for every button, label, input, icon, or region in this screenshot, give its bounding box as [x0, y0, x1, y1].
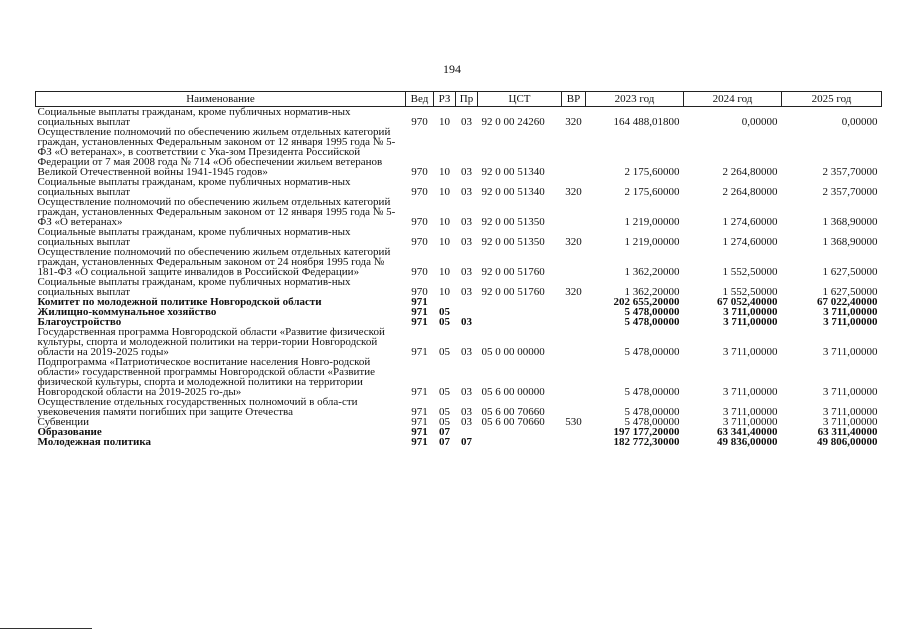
- row-2024-cell: 63 341,40000: [717, 426, 778, 438]
- row-2024-cell: 2 264,80000: [722, 166, 778, 178]
- row-cst-cell: 05 6 00 70660: [481, 406, 545, 418]
- row-cst-cell: [478, 297, 562, 307]
- row-2024-cell: 3 711,00000: [722, 416, 778, 428]
- table-row: [36, 107, 882, 128]
- row-pr-cell: 03: [461, 416, 472, 428]
- row-name-cell: Комитет по молодежной политике Новгородской области: [37, 296, 322, 308]
- row-2025-cell: 2 357,70000: [822, 186, 878, 198]
- table-row: [36, 177, 882, 197]
- row-pr-cell: 03: [461, 116, 472, 128]
- col-header-pr: Пр: [456, 92, 478, 107]
- row-2023-cell: 164 488,01800: [613, 116, 680, 128]
- row-2025-cell: 3 711,00000: [822, 346, 878, 358]
- col-header-ved: Вед: [406, 92, 434, 107]
- footnote-divider: [0, 628, 92, 629]
- table-row: [36, 397, 882, 417]
- page-number: 194: [443, 62, 461, 76]
- row-2023-cell: 2 175,60000: [624, 186, 680, 198]
- table-row: [36, 277, 882, 297]
- table-row: [36, 247, 882, 277]
- row-pr-cell: [456, 297, 478, 307]
- row-2023-cell: 5 478,00000: [624, 386, 680, 398]
- row-pr-cell: 03: [461, 346, 472, 358]
- row-ved-cell: 971: [411, 346, 428, 358]
- row-cst-cell: 92 0 00 51760: [481, 286, 545, 298]
- row-2023-cell: 5 478,00000: [624, 306, 680, 318]
- row-name-cell: Осуществление полномочий по обеспечению жильем отдельных категорий граждан, установленных Федеральным законом от 12 января 1995 года № 5-ФЗ «О ветеранах»: [37, 196, 396, 228]
- row-2025-cell: 1 368,90000: [822, 216, 878, 228]
- row-vr-cell: 320: [565, 236, 582, 248]
- row-ved-cell: 971: [411, 406, 428, 418]
- row-ved-cell: 971: [411, 436, 428, 448]
- row-2023-cell: 1 219,00000: [624, 236, 680, 248]
- row-2024-cell: 1 552,50000: [722, 286, 778, 298]
- row-name-cell: Социальные выплаты гражданам, кроме публичных норматив-ных социальных выплат: [37, 176, 351, 198]
- row-name-cell: Социальные выплаты гражданам, кроме публичных норматив-ных социальных выплат: [37, 226, 351, 248]
- row-ved-cell: 970: [411, 116, 428, 128]
- row-cst-cell: 05 6 00 70660: [481, 416, 545, 428]
- row-rz-cell: 10: [439, 286, 450, 298]
- row-2025-cell: 49 806,00000: [817, 436, 878, 448]
- row-cst-cell: [478, 307, 562, 317]
- table-row: [36, 197, 882, 227]
- col-header-2023: 2023 год: [586, 92, 684, 107]
- row-vr-cell: [562, 357, 586, 397]
- row-rz-cell: 05: [439, 346, 450, 358]
- row-name-cell: Образование: [37, 426, 102, 438]
- row-2023-cell: 1 362,20000: [624, 266, 680, 278]
- row-ved-cell: 970: [411, 186, 428, 198]
- table-row: [36, 437, 882, 447]
- row-rz-cell: 10: [439, 266, 450, 278]
- row-name-cell: Благоустройство: [37, 316, 122, 328]
- row-ved-cell: 971: [411, 316, 428, 328]
- row-rz-cell: 10: [439, 236, 450, 248]
- col-header-rz: РЗ: [434, 92, 456, 107]
- row-cst-cell: 92 0 00 24260: [481, 116, 545, 128]
- row-vr-cell: [562, 427, 586, 437]
- row-vr-cell: 320: [565, 286, 582, 298]
- row-name-cell: Государственная программа Новгородской области «Развитие физической культуры, спорта и молодежной политики на терри-тории Новгородской области на 2019-2025 годы»: [37, 326, 385, 358]
- row-2025-cell: 0,00000: [841, 116, 878, 128]
- row-cst-cell: 92 0 00 51340: [481, 166, 545, 178]
- row-2024-cell: 0,00000: [741, 116, 778, 128]
- row-2024-cell: 49 836,00000: [717, 436, 778, 448]
- row-2023-cell: 202 655,20000: [613, 296, 680, 308]
- col-header-name: Наименование: [36, 92, 406, 107]
- row-2024-cell: 3 711,00000: [722, 386, 778, 398]
- row-name-cell: Социальные выплаты гражданам, кроме публичных норматив-ных социальных выплат: [37, 276, 351, 298]
- row-2024-cell: 1 274,60000: [722, 216, 778, 228]
- row-rz-cell: 10: [439, 186, 450, 198]
- row-ved-cell: 970: [411, 166, 428, 178]
- row-2024-cell: 1 274,60000: [722, 236, 778, 248]
- row-ved-cell: 971: [411, 296, 428, 308]
- row-ved-cell: 971: [411, 416, 428, 428]
- budget-table: [35, 91, 882, 447]
- row-2025-cell: 63 311,40000: [817, 426, 878, 438]
- row-ved-cell: 970: [411, 236, 428, 248]
- row-vr-cell: [562, 437, 586, 447]
- row-cst-cell: [478, 317, 562, 327]
- row-cst-cell: [478, 437, 562, 447]
- row-2024-cell: 2 264,80000: [722, 186, 778, 198]
- table-row: [36, 327, 882, 357]
- row-ved-cell: 970: [411, 216, 428, 228]
- row-vr-cell: [562, 307, 586, 317]
- row-2024-cell: 1 552,50000: [722, 266, 778, 278]
- row-rz-cell: 10: [439, 216, 450, 228]
- row-2023-cell: 1 219,00000: [624, 216, 680, 228]
- row-name-cell: Осуществление полномочий по обеспечению жильем отдельных категорий граждан, установленных Федеральным законом от 12 января 1995 года № 5-ФЗ «О ветеранах», в соответствии с Ука-зом Президента Российской Федерации от 7 мая 2008 года № 714 «Об обеспечении жильем ветеранов Великой Отечественной войны 1941-1945 годов»: [37, 126, 396, 178]
- col-header-2025: 2025 год: [782, 92, 882, 107]
- row-2025-cell: 1 627,50000: [822, 266, 878, 278]
- row-pr-cell: 03: [461, 316, 472, 328]
- row-2025-cell: 3 711,00000: [822, 416, 878, 428]
- row-cst-cell: 92 0 00 51350: [481, 236, 545, 248]
- row-ved-cell: 970: [411, 286, 428, 298]
- row-2024-cell: 3 711,00000: [722, 406, 778, 418]
- row-2023-cell: 5 478,00000: [624, 316, 680, 328]
- row-pr-cell: 03: [461, 186, 472, 198]
- table-row: [36, 357, 882, 397]
- row-pr-cell: 03: [461, 386, 472, 398]
- row-rz-cell: 05: [439, 316, 450, 328]
- row-pr-cell: 07: [461, 436, 472, 448]
- row-name-cell: Осуществление полномочий по обеспечению жильем отдельных категорий граждан, установленных Федеральным законом от 24 ноября 1995 года № 181-ФЗ «О социальной защите инвалидов в Российской Федерации»: [37, 246, 391, 278]
- col-header-cst: ЦСТ: [478, 92, 562, 107]
- col-header-vr: ВР: [562, 92, 586, 107]
- row-2025-cell: 2 357,70000: [822, 166, 878, 178]
- row-2025-cell: 67 022,40000: [817, 296, 878, 308]
- row-vr-cell: [562, 197, 586, 227]
- row-vr-cell: [562, 297, 586, 307]
- table-header-row: [36, 92, 882, 107]
- row-2025-cell: 3 711,00000: [823, 306, 878, 318]
- row-2023-cell: 5 478,00000: [624, 346, 680, 358]
- row-2023-cell: 2 175,60000: [624, 166, 680, 178]
- row-rz-cell: 07: [439, 436, 450, 448]
- row-ved-cell: 971: [411, 306, 428, 318]
- table-row: [36, 227, 882, 247]
- row-rz-cell: 05: [439, 416, 450, 428]
- row-2023-cell: 182 772,30000: [613, 436, 680, 448]
- row-2024-cell: 67 052,40000: [717, 296, 778, 308]
- row-2024-cell: 3 711,00000: [722, 346, 778, 358]
- row-vr-cell: [562, 397, 586, 417]
- row-2023-cell: 197 177,20000: [613, 426, 680, 438]
- row-pr-cell: 03: [461, 286, 472, 298]
- row-rz-cell: 05: [439, 306, 450, 318]
- row-2024-cell: 3 711,00000: [723, 316, 778, 328]
- row-name-cell: Молодежная политика: [37, 436, 152, 448]
- row-name-cell: Социальные выплаты гражданам, кроме публичных норматив-ных социальных выплат: [37, 106, 351, 128]
- table-row: [36, 127, 882, 177]
- row-vr-cell: 320: [565, 116, 582, 128]
- row-vr-cell: [562, 317, 586, 327]
- row-2025-cell: 3 711,00000: [823, 316, 878, 328]
- row-pr-cell: 03: [461, 406, 472, 418]
- row-vr-cell: 320: [565, 186, 582, 198]
- row-2025-cell: 3 711,00000: [822, 386, 878, 398]
- row-rz-cell: 05: [439, 406, 450, 418]
- row-cst-cell: 05 6 00 00000: [481, 386, 545, 398]
- row-name-cell: Субвенции: [37, 416, 90, 428]
- row-ved-cell: 971: [411, 426, 428, 438]
- row-rz-cell: 10: [439, 166, 450, 178]
- row-2024-cell: 3 711,00000: [723, 306, 778, 318]
- row-ved-cell: 970: [411, 266, 428, 278]
- row-vr-cell: [562, 127, 586, 177]
- row-2025-cell: 3 711,00000: [822, 406, 878, 418]
- row-cst-cell: 05 0 00 00000: [481, 346, 545, 358]
- row-2023-cell: 5 478,00000: [624, 406, 680, 418]
- row-name-cell: Жилищно-коммунальное хозяйство: [37, 306, 217, 318]
- row-vr-cell: [562, 247, 586, 277]
- row-cst-cell: 92 0 00 51340: [481, 186, 545, 198]
- row-pr-cell: 03: [461, 166, 472, 178]
- row-pr-cell: 03: [461, 236, 472, 248]
- table-body: [36, 107, 882, 448]
- row-rz-cell: 05: [439, 386, 450, 398]
- row-pr-cell: 03: [461, 216, 472, 228]
- col-header-2024: 2024 год: [684, 92, 782, 107]
- row-2025-cell: 1 368,90000: [822, 236, 878, 248]
- row-cst-cell: [478, 427, 562, 437]
- row-rz-cell: 10: [439, 116, 450, 128]
- row-name-cell: Подпрограмма «Патриотическое воспитание населения Новго-родской области» государственной программы Новгородской области «Развитие физической культуры, спорта и молодежной политики на территории Новгородской области на 2019-2025 го-ды»: [37, 356, 375, 398]
- row-ved-cell: 971: [411, 386, 428, 398]
- row-2023-cell: 5 478,00000: [624, 416, 680, 428]
- row-rz-cell: 07: [439, 426, 450, 438]
- row-pr-cell: 03: [461, 266, 472, 278]
- row-cst-cell: 92 0 00 51760: [481, 266, 545, 278]
- row-cst-cell: 92 0 00 51350: [481, 216, 545, 228]
- row-name-cell: Осуществление отдельных государственных полномочий в обла-сти увековечения памяти погибших при защите Отечества: [37, 396, 358, 418]
- row-vr-cell: [562, 327, 586, 357]
- row-2025-cell: 1 627,50000: [822, 286, 878, 298]
- row-2023-cell: 1 362,20000: [624, 286, 680, 298]
- row-vr-cell: 530: [565, 416, 582, 428]
